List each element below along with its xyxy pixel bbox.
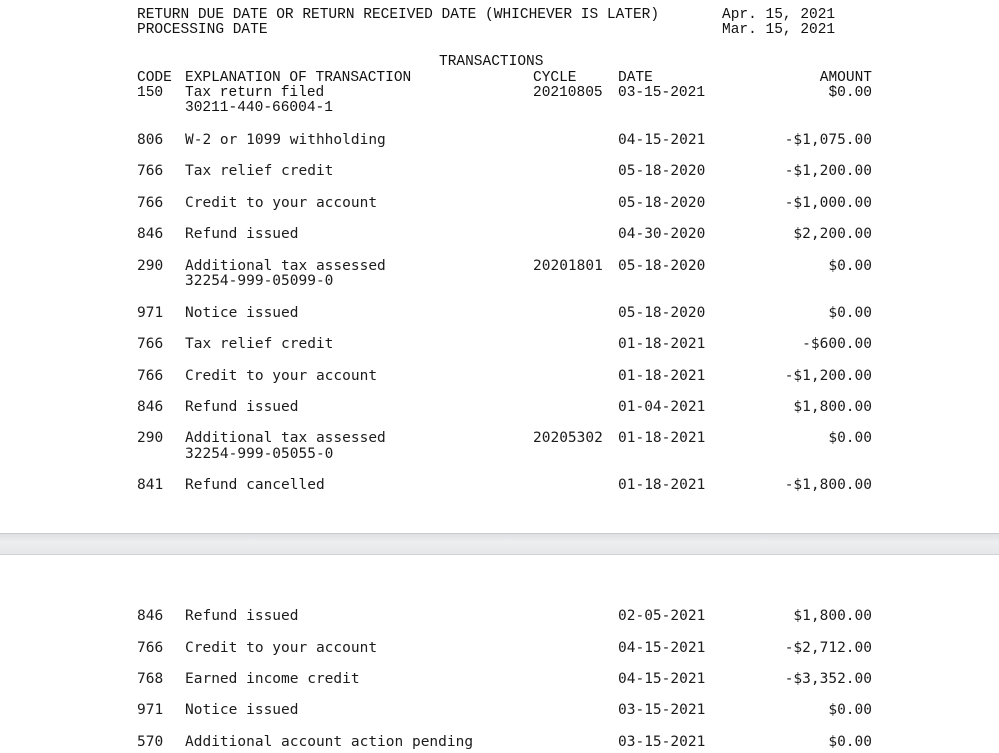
- row-explanation: Credit to your account: [185, 195, 378, 211]
- page-separator: [0, 533, 999, 555]
- row-amount: $0.00: [828, 702, 872, 718]
- row-amount: $0.00: [828, 734, 872, 750]
- row-amount: -$1,200.00: [784, 368, 872, 384]
- row-date: 03-15-2021: [618, 85, 706, 101]
- column-header-amount: AMOUNT: [819, 70, 872, 86]
- processing-date-label: PROCESSING DATE: [137, 22, 268, 38]
- row-amount: $2,200.00: [793, 226, 872, 242]
- processing-date-value: Mar. 15, 2021: [722, 22, 836, 38]
- row-amount: $0.00: [828, 258, 872, 274]
- row-explanation: Tax return filed: [185, 85, 325, 101]
- row-amount: $1,800.00: [793, 608, 872, 624]
- transactions-title: TRANSACTIONS: [439, 54, 544, 70]
- row-cycle: 20205302: [533, 430, 603, 446]
- row-code: 766: [137, 195, 164, 211]
- return-due-date-label: RETURN DUE DATE OR RETURN RECEIVED DATE (WHICHEVER IS LATER): [137, 7, 660, 23]
- row-code: 846: [137, 226, 164, 242]
- row-date: 01-18-2021: [618, 430, 706, 446]
- row-date: 03-15-2021: [618, 702, 706, 718]
- row-explanation: Refund issued: [185, 608, 299, 624]
- row-date: 05-18-2020: [618, 305, 706, 321]
- row-code: 766: [137, 336, 164, 352]
- row-code: 841: [137, 477, 164, 493]
- row-amount: $0.00: [828, 85, 872, 101]
- row-date: 05-18-2020: [618, 195, 706, 211]
- row-code: 971: [137, 305, 164, 321]
- row-date: 04-15-2021: [618, 132, 706, 148]
- row-date: 03-15-2021: [618, 734, 706, 750]
- row-explanation: Credit to your account: [185, 368, 378, 384]
- row-explanation: Additional tax assessed: [185, 258, 386, 274]
- row-date: 05-18-2020: [618, 258, 706, 274]
- row-date: 04-15-2021: [618, 671, 706, 687]
- row-explanation: Credit to your account: [185, 640, 378, 656]
- row-code: 290: [137, 258, 164, 274]
- column-header-date: DATE: [618, 70, 653, 86]
- row-amount: -$1,800.00: [784, 477, 872, 493]
- row-amount: $0.00: [828, 305, 872, 321]
- column-header-code: CODE: [137, 70, 172, 86]
- row-code: 150: [137, 85, 164, 101]
- row-cycle: 20201801: [533, 258, 603, 274]
- row-code: 806: [137, 132, 164, 148]
- row-code: 766: [137, 368, 164, 384]
- row-date: 04-15-2021: [618, 640, 706, 656]
- row-explanation: Additional tax assessed: [185, 430, 386, 446]
- return-due-date-value: Apr. 15, 2021: [722, 7, 836, 23]
- row-code: 766: [137, 163, 164, 179]
- row-code: 971: [137, 702, 164, 718]
- row-code: 846: [137, 608, 164, 624]
- row-code: 846: [137, 399, 164, 415]
- row-reference: 32254-999-05099-0: [185, 273, 334, 289]
- row-amount: -$600.00: [802, 336, 872, 352]
- row-explanation: Earned income credit: [185, 671, 360, 687]
- row-date: 01-04-2021: [618, 399, 706, 415]
- row-explanation: Refund issued: [185, 399, 299, 415]
- column-header-explanation: EXPLANATION OF TRANSACTION: [185, 70, 412, 86]
- row-amount: -$1,000.00: [784, 195, 872, 211]
- row-date: 02-05-2021: [618, 608, 706, 624]
- row-explanation: Refund issued: [185, 226, 299, 242]
- row-date: 04-30-2020: [618, 226, 706, 242]
- row-explanation: Tax relief credit: [185, 336, 334, 352]
- row-reference: 32254-999-05055-0: [185, 446, 334, 462]
- row-amount: -$3,352.00: [784, 671, 872, 687]
- row-amount: $0.00: [828, 430, 872, 446]
- row-code: 570: [137, 734, 164, 750]
- row-date: 01-18-2021: [618, 477, 706, 493]
- row-date: 01-18-2021: [618, 368, 706, 384]
- row-explanation: W-2 or 1099 withholding: [185, 132, 386, 148]
- row-explanation: Notice issued: [185, 702, 299, 718]
- row-explanation: Refund cancelled: [185, 477, 325, 493]
- row-amount: -$1,075.00: [784, 132, 872, 148]
- row-code: 766: [137, 640, 164, 656]
- row-amount: -$2,712.00: [784, 640, 872, 656]
- row-code: 290: [137, 430, 164, 446]
- row-amount: -$1,200.00: [784, 163, 872, 179]
- row-reference: 30211-440-66004-1: [185, 100, 333, 116]
- row-explanation: Tax relief credit: [185, 163, 334, 179]
- row-date: 05-18-2020: [618, 163, 706, 179]
- row-explanation: Additional account action pending: [185, 734, 474, 750]
- row-code: 768: [137, 671, 164, 687]
- column-header-cycle: CYCLE: [533, 70, 577, 86]
- row-cycle: 20210805: [533, 85, 603, 101]
- transcript-page-2: [0, 555, 999, 753]
- row-explanation: Notice issued: [185, 305, 299, 321]
- row-amount: $1,800.00: [793, 399, 872, 415]
- row-date: 01-18-2021: [618, 336, 706, 352]
